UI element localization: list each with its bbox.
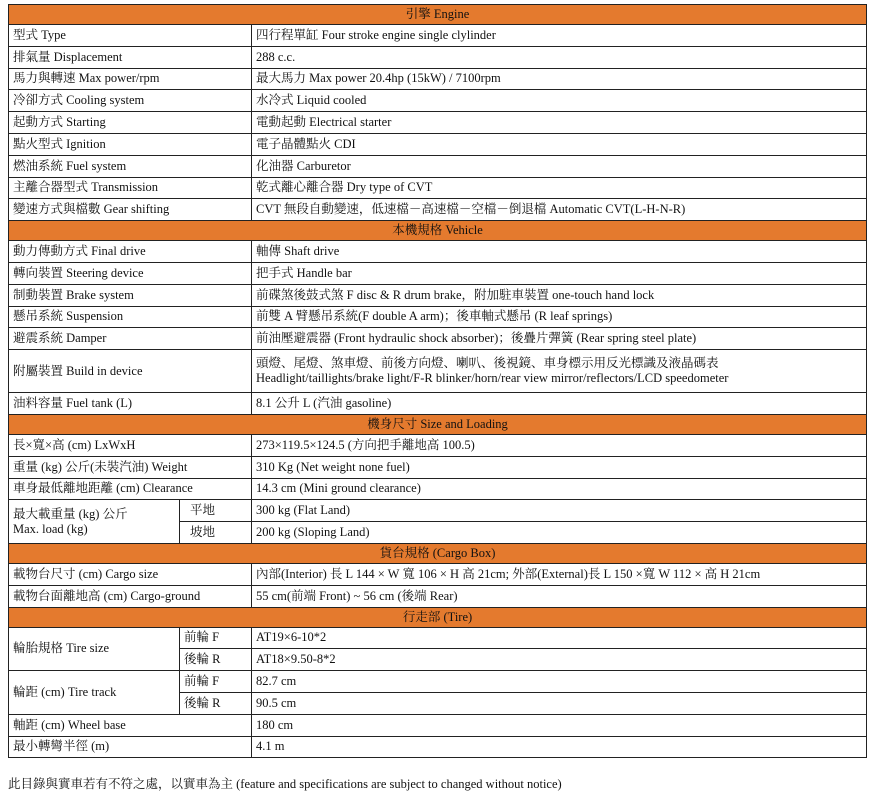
section-title: 本機規格 Vehicle	[9, 221, 867, 241]
spec-value: 把手式 Handle bar	[252, 262, 867, 284]
section-title: 引擎 Engine	[9, 5, 867, 25]
spec-label: 主離合器型式 Transmission	[9, 177, 252, 199]
spec-label: 避震系統 Damper	[9, 328, 252, 350]
spec-row	[9, 68, 867, 90]
spec-row	[9, 478, 867, 500]
spec-row	[9, 199, 867, 221]
spec-row	[9, 284, 867, 306]
spec-label: 載物台面離地高 (cm) Cargo-ground	[9, 585, 252, 607]
spec-row-track-front	[9, 671, 867, 693]
section-title: 貨台規格 (Cargo Box)	[9, 543, 867, 563]
spec-value: 水冷式 Liquid cooled	[252, 90, 867, 112]
spec-row	[9, 714, 867, 736]
spec-row	[9, 112, 867, 134]
tire-rear-value: AT18×9.50-8*2	[252, 649, 867, 671]
spec-label: 長×寬×高 (cm) LxWxH	[9, 434, 252, 456]
spec-value: 前雙 A 臂懸吊系統(F double A arm)；後車軸式懸吊 (R leaf springs)	[252, 306, 867, 328]
tire-front-label: 前輪 F	[180, 627, 252, 649]
tire-rear-label: 後輪 R	[180, 649, 252, 671]
spec-label: 起動方式 Starting	[9, 112, 252, 134]
spec-value: 前碟煞後鼓式煞 F disc & R drum brake，附加駐車裝置 one-touch hand lock	[252, 284, 867, 306]
spec-row	[9, 434, 867, 456]
spec-row	[9, 563, 867, 585]
spec-label: 懸吊系統 Suspension	[9, 306, 252, 328]
footnote: 此目錄與實車若有不符之處，以實車為主 (feature and specifications are subject to changed without notice)	[8, 777, 562, 791]
max-load-label-line-1: 最大載重量 (kg) 公斤	[13, 506, 128, 521]
spec-row	[9, 133, 867, 155]
spec-row	[9, 177, 867, 199]
spec-row	[9, 46, 867, 68]
spec-value: 最大馬力 Max power 20.4hp (15kW) / 7100rpm	[252, 68, 867, 90]
spec-row	[9, 736, 867, 758]
flat-land-value: 300 kg (Flat Land)	[252, 500, 867, 522]
spec-row	[9, 90, 867, 112]
spec-label: 油料容量 Fuel tank (L)	[9, 393, 252, 415]
max-load-label-line-2: Max. load (kg)	[13, 521, 88, 536]
spec-label: 點火型式 Ignition	[9, 133, 252, 155]
spec-value: 化油器 Carburetor	[252, 155, 867, 177]
spec-row	[9, 306, 867, 328]
build-in-line-2: Headlight/taillights/brake light/F-R blinker/horn/rear view mirror/reflectors/LCD speedometer	[256, 371, 729, 386]
spec-value: 273×119.5×124.5 (方向把手離地高 100.5)	[252, 434, 867, 456]
spec-row-max-load-flat	[9, 500, 867, 522]
spec-label: 型式 Type	[9, 25, 252, 47]
spec-value: 乾式離心離合器 Dry type of CVT	[252, 177, 867, 199]
spec-value: 310 Kg (Net weight none fuel)	[252, 456, 867, 478]
spec-row	[9, 262, 867, 284]
spec-label: 轉向裝置 Steering device	[9, 262, 252, 284]
build-in-line-1: 頭燈、尾燈、煞車燈、前後方向燈、喇叭、後視鏡、車身標示用反光標識及液晶碼表	[256, 356, 719, 371]
spec-label: 動力傳動方式 Final drive	[9, 241, 252, 263]
spec-label: 馬力與轉速 Max power/rpm	[9, 68, 252, 90]
spec-table	[8, 4, 867, 758]
spec-label: 制動裝置 Brake system	[9, 284, 252, 306]
spec-value: CVT 無段自動變速，低速檔－高速檔－空檔－倒退檔 Automatic CVT(L-H-N-R)	[252, 199, 867, 221]
section-header-size	[9, 414, 867, 434]
spec-label: 排氣量 Displacement	[9, 46, 252, 68]
spec-row	[9, 25, 867, 47]
spec-row-build-in	[9, 350, 867, 393]
spec-row	[9, 585, 867, 607]
spec-value: 電動起動 Electrical starter	[252, 112, 867, 134]
spec-label: 變速方式與檔數 Gear shifting	[9, 199, 252, 221]
spec-row	[9, 456, 867, 478]
track-front-label: 前輪 F	[180, 671, 252, 693]
track-rear-value: 90.5 cm	[252, 692, 867, 714]
spec-row	[9, 393, 867, 415]
spec-label: 車身最低離地距離 (cm) Clearance	[9, 478, 252, 500]
spec-value: 軸傳 Shaft drive	[252, 241, 867, 263]
spec-label: 燃油系統 Fuel system	[9, 155, 252, 177]
section-header-vehicle	[9, 221, 867, 241]
spec-value: 前油壓避震器 (Front hydraulic shock absorber)；後疊片彈簧 (Rear spring steel plate)	[252, 328, 867, 350]
max-load-label	[9, 500, 180, 544]
spec-value: 55 cm(前端 Front) ~ 56 cm (後端 Rear)	[252, 585, 867, 607]
spec-value: 14.3 cm (Mini ground clearance)	[252, 478, 867, 500]
tire-size-label: 輪胎規格 Tire size	[9, 627, 180, 671]
spec-row	[9, 241, 867, 263]
spec-value: 四行程單缸 Four stroke engine single clylinder	[252, 25, 867, 47]
spec-value: 電子晶體點火 CDI	[252, 133, 867, 155]
spec-value: 4.1 m	[252, 736, 867, 758]
section-header-tire	[9, 607, 867, 627]
track-rear-label: 後輪 R	[180, 692, 252, 714]
spec-label: 冷卻方式 Cooling system	[9, 90, 252, 112]
spec-label: 最小轉彎半徑 (m)	[9, 736, 252, 758]
tire-track-label: 輪距 (cm) Tire track	[9, 671, 180, 715]
flat-land-label: 平地	[180, 500, 252, 522]
sloping-land-label: 坡地	[180, 522, 252, 544]
section-title: 機身尺寸 Size and Loading	[9, 414, 867, 434]
spec-row	[9, 328, 867, 350]
spec-label: 軸距 (cm) Wheel base	[9, 714, 252, 736]
spec-value	[252, 350, 867, 393]
spec-row	[9, 155, 867, 177]
spec-row-tire-front	[9, 627, 867, 649]
section-header-engine	[9, 5, 867, 25]
spec-value: 180 cm	[252, 714, 867, 736]
tire-front-value: AT19×6-10*2	[252, 627, 867, 649]
spec-label: 重量 (kg) 公斤(未裝汽油) Weight	[9, 456, 252, 478]
spec-label: 附屬裝置 Build in device	[9, 350, 252, 393]
sloping-land-value: 200 kg (Sloping Land)	[252, 522, 867, 544]
spec-value: 內部(Interior) 長 L 144 × W 寬 106 × H 高 21cm; 外部(External)長 L 150 ×寬 W 112 × 高 H 21cm	[252, 563, 867, 585]
spec-label: 載物台尺寸 (cm) Cargo size	[9, 563, 252, 585]
section-title: 行走部 (Tire)	[9, 607, 867, 627]
spec-value: 8.1 公升 L (汽油 gasoline)	[252, 393, 867, 415]
track-front-value: 82.7 cm	[252, 671, 867, 693]
section-header-cargo	[9, 543, 867, 563]
spec-value: 288 c.c.	[252, 46, 867, 68]
